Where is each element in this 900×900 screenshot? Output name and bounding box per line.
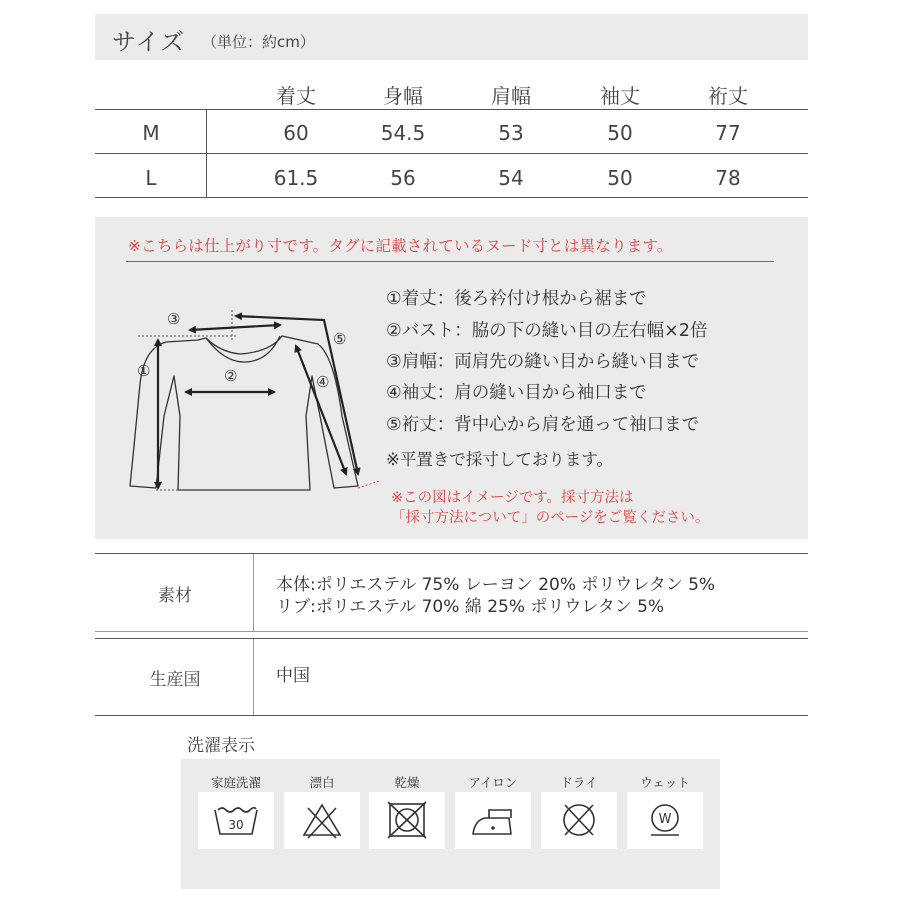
material-label: 素材 [158, 586, 192, 606]
size-value: 77 [715, 121, 741, 145]
info-table-top-border [95, 553, 808, 554]
image-note: 「採寸方法について」のページをご覧ください。 [391, 510, 710, 526]
size-value: 60 [283, 121, 309, 145]
size-unit: （単位：約cm） [202, 33, 315, 51]
care-label: ドライ [560, 775, 598, 790]
shirt-measurement-diagram [120, 296, 380, 506]
care-label: アイロン [468, 775, 518, 790]
wet-clean-w-icon [627, 792, 703, 849]
no-tumble-dry-icon [369, 792, 445, 849]
care-box [541, 792, 617, 849]
shirt-outline [130, 336, 358, 490]
table-divider [95, 197, 808, 198]
finished-size-notice: ※こちらは仕上がり寸です。タグに記載されているヌード寸とは異なります。 [128, 237, 673, 255]
info-column-divider [253, 554, 254, 631]
care-box [284, 792, 360, 849]
info-row-divider [95, 631, 808, 632]
care-label: 乾燥 [394, 775, 420, 790]
origin-value: 中国 [276, 666, 310, 686]
material-value: 本体:ポリエステル 75% レーヨン 20% ポリウレタン 5% [276, 575, 716, 595]
info-column-divider [253, 639, 254, 715]
image-note: ※この図はイメージです。採寸方法は [391, 490, 634, 506]
measurement-desc: ②バスト：脇の下の縫い目の左右幅×2倍 [386, 321, 708, 341]
shoulder-arrow [190, 325, 280, 330]
size-value: 50 [607, 121, 633, 145]
flat-measure-note: ※平置きで採寸しております。 [386, 450, 614, 469]
care-title: 洗濯表示 [187, 736, 255, 756]
table-divider [95, 109, 808, 110]
column-header: 肩幅 [491, 84, 531, 108]
wet-clean-letter: W [658, 812, 672, 827]
diagram-mark: ⑤ [333, 330, 347, 348]
diagram-mark: ② [224, 367, 238, 385]
table-divider [95, 153, 808, 154]
notice-underline [126, 261, 774, 262]
size-value: 54 [498, 166, 524, 190]
care-label: 漂白 [309, 775, 335, 790]
diagram-mark: ① [137, 362, 151, 380]
measurement-desc: ④袖丈：肩の縫い目から袖口まで [386, 383, 647, 403]
size-title: サイズ [112, 28, 186, 56]
size-value: 61.5 [273, 166, 319, 190]
diagram-mark: ③ [167, 310, 181, 328]
column-header: 袖丈 [600, 84, 640, 108]
no-dry-clean-icon [541, 792, 617, 849]
size-value: 78 [715, 166, 741, 190]
wash-tub-30-icon [198, 792, 274, 849]
column-header: 着丈 [276, 84, 316, 108]
row-size-label: L [145, 166, 157, 190]
size-value: 53 [498, 121, 524, 145]
size-value: 56 [390, 166, 416, 190]
info-table-bottom-border [95, 715, 808, 716]
measurement-desc: ③肩幅：両肩先の縫い目から縫い目まで [386, 352, 700, 372]
size-value: 54.5 [380, 121, 426, 145]
info-row-divider [95, 638, 808, 639]
measurement-desc: ⑤裄丈：背中心から肩を通って袖口まで [386, 415, 700, 435]
wash-temperature: 30 [228, 818, 244, 832]
diagram-mark: ④ [316, 373, 330, 391]
care-label: 家庭洗濯 [210, 775, 261, 790]
care-box [369, 792, 445, 849]
origin-label: 生産国 [149, 670, 201, 690]
no-bleach-icon [284, 792, 360, 849]
sleeve-arrow [296, 346, 346, 474]
column-header: 身幅 [383, 84, 423, 108]
material-value: リブ:ポリエステル 70% 綿 25% ポリウレタン 5% [276, 597, 665, 617]
column-header: 裄丈 [708, 84, 748, 108]
measurement-desc: ①着丈：後ろ衿付け根から裾まで [386, 289, 647, 309]
care-label: ウェット [640, 775, 690, 790]
iron-low-icon [455, 792, 531, 849]
size-value: 50 [607, 166, 633, 190]
care-box [627, 792, 703, 849]
row-size-label: M [142, 121, 160, 145]
care-box [198, 792, 274, 849]
care-box [455, 792, 531, 849]
